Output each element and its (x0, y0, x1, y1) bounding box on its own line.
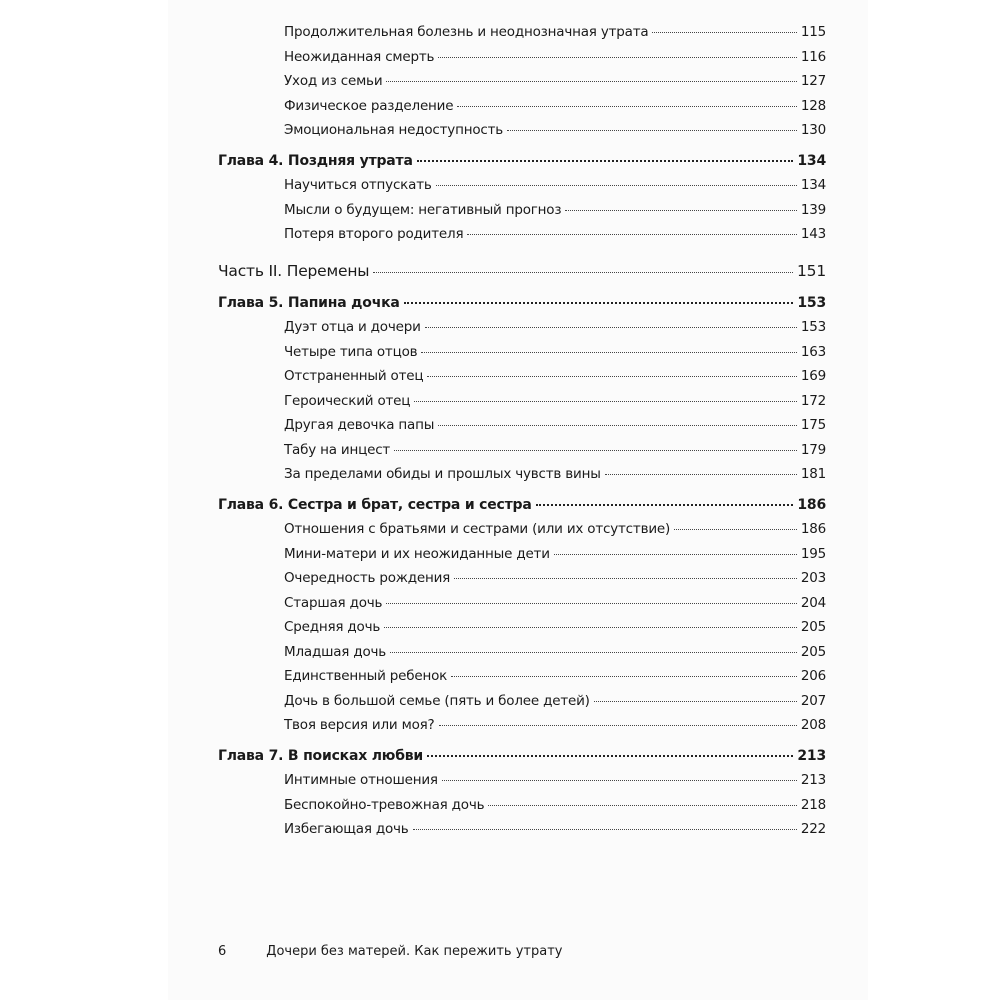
toc-entry-page: 179 (800, 441, 826, 458)
toc-entry-page: 208 (800, 717, 826, 733)
toc-entry-title: Очередность рождения (284, 570, 451, 586)
toc-entry-page: 213 (800, 772, 826, 788)
dot-leader (442, 780, 797, 781)
toc-section-row (218, 20, 826, 45)
toc-entry-page: 195 (800, 545, 826, 562)
toc-entry-title: Мини-матери и их неожиданные дети (284, 545, 550, 562)
toc-entry-title: Беспокойно-тревожная дочь (284, 796, 485, 813)
toc-entry-title: Мысли о будущем: негативный прогноз (284, 201, 562, 218)
dot-leader (425, 327, 797, 328)
toc-entry-title: Уход из семьи (284, 73, 383, 89)
toc-section-row (218, 462, 826, 487)
toc-entry-page: 128 (800, 97, 826, 114)
toc-section-row (218, 45, 826, 70)
toc-entry-title: Отстраненный отец (284, 368, 424, 384)
dot-leader (427, 376, 796, 377)
dot-leader (454, 578, 797, 579)
toc-section-row (218, 69, 826, 94)
toc-entry-page: 186 (800, 521, 826, 537)
toc-entry-title: За пределами обиды и прошлых чувств вины (284, 466, 601, 482)
toc-entry-title: Неожиданная смерть (284, 48, 435, 65)
toc-section-row (218, 389, 826, 414)
toc-section-row (218, 340, 826, 365)
toc-entry-title: Продолжительная болезнь и неоднозначная утрата (284, 24, 649, 40)
dot-leader (438, 425, 797, 426)
toc-section-row (218, 118, 826, 143)
toc-section-row (218, 198, 826, 223)
toc-chapter-row (218, 291, 826, 316)
toc-entry-page: 153 (800, 319, 826, 335)
toc-entry-page: 127 (800, 73, 826, 89)
toc-part-row (218, 257, 826, 285)
toc-section-row (218, 793, 826, 818)
dot-leader (536, 504, 794, 506)
dot-leader (439, 725, 797, 726)
running-title: Дочери без матерей. Как пережить утрату (266, 944, 563, 959)
dot-leader (605, 474, 797, 475)
toc-entry-page: 207 (800, 692, 826, 709)
toc-entry-title: Другая девочка папы (284, 417, 435, 433)
toc-entry-page: 175 (800, 417, 826, 433)
toc-entry-title: Физическое разделение (284, 97, 454, 114)
toc-entry-title: Средняя дочь (284, 619, 381, 635)
toc-entry-title: Научиться отпускать (284, 177, 432, 193)
toc-entry-title: Глава 4. Поздняя утрата (218, 152, 413, 169)
toc-section-row (218, 222, 826, 247)
toc-entry-page: 143 (800, 226, 826, 242)
dot-leader (488, 805, 796, 806)
toc-section-row (218, 364, 826, 389)
toc-section-row (218, 713, 826, 738)
dot-leader (394, 450, 797, 451)
toc-section-row (218, 817, 826, 842)
toc-entry-title: Потеря второго родителя (284, 226, 464, 242)
dot-leader (594, 701, 797, 702)
toc-section-row (218, 315, 826, 340)
toc-section-row (218, 640, 826, 665)
toc-entry-title: Часть II. Перемены (218, 261, 370, 280)
toc-entry-page: 204 (800, 594, 826, 611)
dot-leader (554, 554, 797, 555)
toc-section-row (218, 664, 826, 689)
dot-leader (390, 652, 797, 653)
toc-entry-page: 186 (797, 496, 826, 513)
dot-leader (417, 160, 794, 162)
toc-entry-page: 181 (800, 466, 826, 482)
dot-leader (413, 829, 797, 830)
toc-entry-title: Старшая дочь (284, 594, 383, 611)
toc-section-row (218, 413, 826, 438)
dot-leader (457, 106, 796, 107)
toc-entry-page: 134 (797, 152, 826, 169)
toc-entry-title: Четыре типа отцов (284, 343, 418, 360)
toc-entry-page: 139 (800, 201, 826, 218)
toc-entry-page: 222 (800, 821, 826, 837)
dot-leader (386, 81, 796, 82)
dot-leader (404, 302, 794, 304)
toc-entry-page: 115 (800, 24, 826, 40)
dot-leader (384, 627, 797, 628)
toc-entry-title: Дочь в большой семье (пять и более детей) (284, 692, 590, 709)
toc-section-row (218, 438, 826, 463)
toc-entry-page: 163 (800, 343, 826, 360)
toc-entry-title: Единственный ребенок (284, 668, 448, 684)
toc-chapter-row (218, 149, 826, 174)
toc-entry-page: 203 (800, 570, 826, 586)
toc-section-row (218, 94, 826, 119)
toc-entry-page: 134 (800, 177, 826, 193)
dot-leader (674, 529, 797, 530)
toc-entry-page: 172 (800, 392, 826, 409)
toc-chapter-row (218, 744, 826, 769)
toc-entry-page: 206 (800, 668, 826, 684)
toc-entry-title: Избегающая дочь (284, 821, 409, 837)
toc-entry-title: Глава 5. Папина дочка (218, 294, 400, 311)
dot-leader (421, 352, 796, 353)
toc-entry-page: 205 (800, 619, 826, 635)
toc-entry-title: Отношения с братьями и сестрами (или их отсутствие) (284, 521, 671, 537)
dot-leader (652, 32, 796, 33)
dot-leader (436, 185, 797, 186)
dot-leader (438, 57, 797, 58)
toc-section-row (218, 615, 826, 640)
toc-chapter-row (218, 493, 826, 518)
toc-entry-page: 116 (800, 48, 826, 65)
dot-leader (427, 755, 793, 757)
toc-section-row (218, 566, 826, 591)
toc-entry-title: Младшая дочь (284, 643, 387, 660)
dot-leader (414, 401, 797, 402)
dot-leader (373, 272, 793, 273)
toc-section-row (218, 768, 826, 793)
toc-entry-title: Твоя версия или моя? (284, 717, 435, 733)
toc-entry-page: 169 (800, 368, 826, 384)
toc-section-row (218, 173, 826, 198)
toc-entry-page: 205 (800, 643, 826, 660)
toc-entry-title: Табу на инцест (284, 441, 391, 458)
toc-entry-title: Дуэт отца и дочери (284, 319, 421, 335)
toc-section-row (218, 517, 826, 542)
table-of-contents (218, 20, 826, 842)
toc-entry-page: 130 (800, 122, 826, 138)
dot-leader (451, 676, 797, 677)
dot-leader (565, 210, 797, 211)
toc-entry-page: 153 (797, 294, 826, 311)
toc-entry-title: Глава 6. Сестра и брат, сестра и сестра (218, 496, 532, 513)
toc-entry-page: 151 (797, 261, 826, 280)
page-footer (218, 944, 562, 959)
toc-entry-title: Глава 7. В поисках любви (218, 747, 424, 764)
toc-entry-title: Героический отец (284, 392, 411, 409)
dot-leader (386, 603, 797, 604)
toc-section-row (218, 689, 826, 714)
toc-section-row (218, 542, 826, 567)
toc-entry-title: Эмоциональная недоступность (284, 122, 504, 138)
toc-entry-page: 213 (797, 747, 826, 764)
toc-entry-page: 218 (800, 796, 826, 813)
dot-leader (507, 130, 797, 131)
toc-section-row (218, 591, 826, 616)
dot-leader (467, 234, 796, 235)
toc-entry-title: Интимные отношения (284, 772, 438, 788)
page-number: 6 (218, 944, 227, 959)
